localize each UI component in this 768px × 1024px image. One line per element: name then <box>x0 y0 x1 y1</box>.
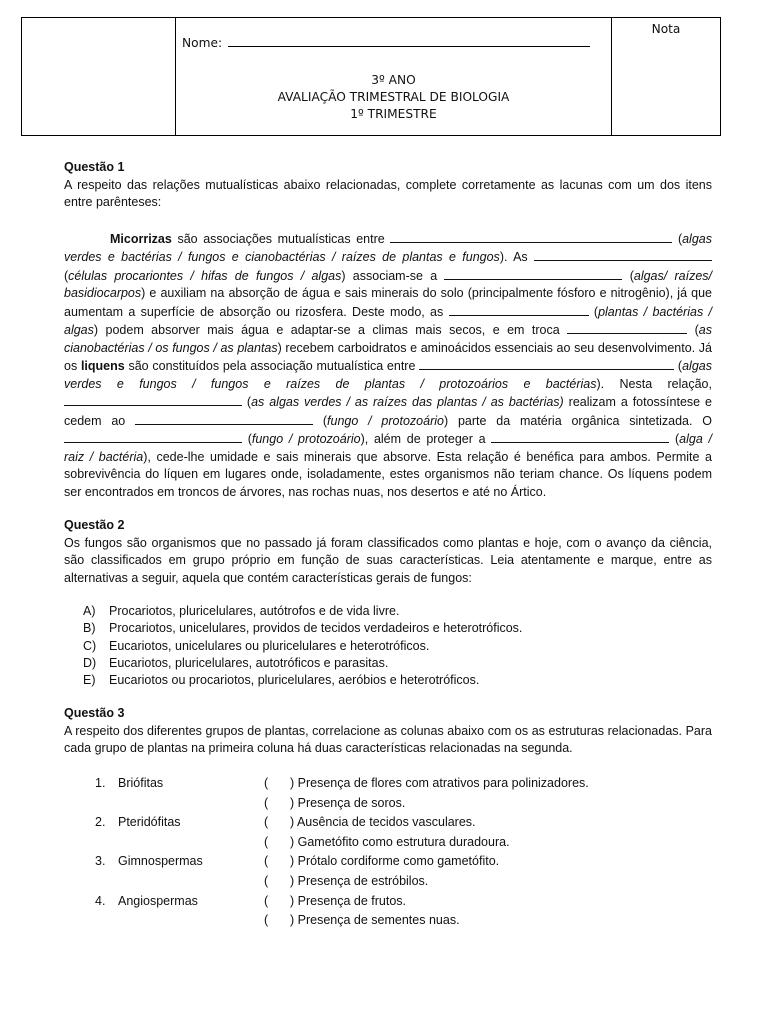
answer-slot[interactable]: ( <box>264 815 269 830</box>
blank-6[interactable] <box>419 357 674 370</box>
question-3-intro: A respeito dos diferentes grupos de plantas, correlacione as colunas abaixo com os as estruturas relacionadas. Para cada grupo de plantas na primeira coluna há duas características relacionadas na segunda. <box>64 723 712 756</box>
question-3-title: Questão 3 <box>64 706 125 721</box>
exam-heading <box>176 72 611 123</box>
exam-title: AVALIAÇÃO TRIMESTRAL DE BIOLOGIA <box>277 90 510 104</box>
answer-slot[interactable]: ( <box>264 874 269 888</box>
match-row: 1. Briófitas ( ) Presença de flores com atrativos para polinizadores. <box>64 774 712 794</box>
answer-slot[interactable]: ( <box>264 893 269 908</box>
plant-group: Pteridófitas <box>118 815 181 830</box>
exam-content <box>64 159 712 931</box>
question-1-paragraph: Micorrizas são associações mutualísticas entre (algas verdes e bactérias / fungos e cianobactérias / raízes de plantas e fungos). As (células procariontes / hifas de fungos / algas) associam-se a (algas/ raízes/ basidiocarpos) e auxiliam na absorção de água e sais minerais do solo (principalmente fósforo e nitrogênio), já que aumentam a superfície de absorção ou rizosfera. Deste modo, as (plantas / bactérias / algas) podem absorver mais água e adaptar-se a climas mais secos, e em troca (as cianobactérias / os fungos / as plantas) recebem carboidratos e aminoácidos essenciais ao seu desenvolvimento. Já os liquens são constituídos pela associação mutualística entre (algas verdes e fungos / fungos e raízes de plantas / protozoários e bactérias). Nesta relação, (as algas verdes / as raízes das plantas / as bactérias) realizam a fotossíntese e cedem ao (fungo / protozoário) parte da matéria orgânica sintetizada. O (fungo / protozoário), além de proteger a (alga / raiz / bactéria), cede-lhe umidade e sais minerais que absorve. Esta relação é benéfica para ambos. Permite a sobrevivência do líquen em lugares onde, isoladamente, estes organismos não teriam chance. Os líquens podem ser encontrados em troncos de árvores, nas rochas nuas, nos desertos e até no Ártico. <box>64 231 713 499</box>
grade-label: Nota <box>651 22 681 36</box>
answer-slot[interactable]: ( <box>264 795 269 810</box>
name-field <box>182 36 590 50</box>
match-row: 3. Gimnospermas ( ) Prótalo cordiforme como gametófito. <box>64 852 712 872</box>
question-2-intro: Os fungos são organismos que no passado já foram classificados como plantas e hoje, com o avanço da ciência, são classificados em grupo próprio em função de suas características. Leia atentamente e marque, entre as alternativas a seguir, aquela que contém características gerais de fungos: <box>64 535 712 585</box>
match-row: ( ) Presença de sementes nuas. <box>64 911 712 931</box>
question-3-matching <box>64 774 712 931</box>
option-b[interactable]: B) Procariotos, unicelulares, providos de tecidos verdadeiros e heterotróficos. <box>83 621 523 636</box>
match-row: 4. Angiospermas ( ) Presença de frutos. <box>64 892 712 912</box>
option-d[interactable]: D) Eucariotos, pluricelulares, autotróficos e parasitas. <box>83 655 389 670</box>
blank-1[interactable] <box>390 230 672 243</box>
header-table <box>21 17 721 136</box>
blank-9[interactable] <box>64 430 242 443</box>
answer-slot[interactable]: ( <box>264 834 269 849</box>
header-info-cell <box>176 18 612 135</box>
name-label: Nome: <box>182 36 223 50</box>
blank-3[interactable] <box>444 267 622 280</box>
term-liquens: liquens <box>80 359 125 373</box>
plant-group: Angiospermas <box>118 893 198 908</box>
answer-slot[interactable]: ( <box>264 913 269 928</box>
blank-2[interactable] <box>534 248 712 261</box>
blank-4[interactable] <box>449 303 589 316</box>
match-row: ( ) Gametófito como estrutura duradoura. <box>64 833 712 853</box>
option-e[interactable]: E) Eucariotos ou procariotos, pluricelulares, aeróbios e heterotróficos. <box>83 673 480 688</box>
question-2-title: Questão 2 <box>64 518 125 532</box>
answer-slot[interactable]: ( <box>264 776 269 791</box>
blank-7[interactable] <box>64 393 242 406</box>
plant-group: Briófitas <box>118 776 164 791</box>
header-blank-cell <box>22 18 176 135</box>
match-row: ( ) Presença de estróbilos. <box>64 872 712 892</box>
question-1-title: Questão 1 <box>64 160 125 174</box>
match-row: 2. Pteridófitas ( ) Ausência de tecidos vasculares. <box>64 813 712 833</box>
option-a[interactable]: A) Procariotos, pluricelulares, autótrofos e de vida livre. <box>83 604 400 618</box>
plant-group: Gimnospermas <box>118 854 203 869</box>
option-c[interactable]: C) Eucariotos, unicelulares ou pluricelulares e heterotróficos. <box>83 638 430 653</box>
grade-year: 3º ANO <box>371 73 416 87</box>
question-2-options <box>64 603 712 689</box>
blank-8[interactable] <box>135 412 313 425</box>
match-row: ( ) Presença de soros. <box>64 794 712 814</box>
term-micorrizas: Micorrizas <box>110 231 172 246</box>
exam-term: 1º TRIMESTRE <box>350 107 437 121</box>
answer-slot[interactable]: ( <box>264 854 269 869</box>
name-blank-line[interactable] <box>228 36 590 47</box>
grade-cell <box>612 18 720 135</box>
blank-5[interactable] <box>567 321 687 334</box>
question-1-intro: A respeito das relações mutualísticas abaixo relacionadas, complete corretamente as lacunas com um dos itens entre parênteses: <box>64 177 712 209</box>
blank-10[interactable] <box>491 430 669 443</box>
